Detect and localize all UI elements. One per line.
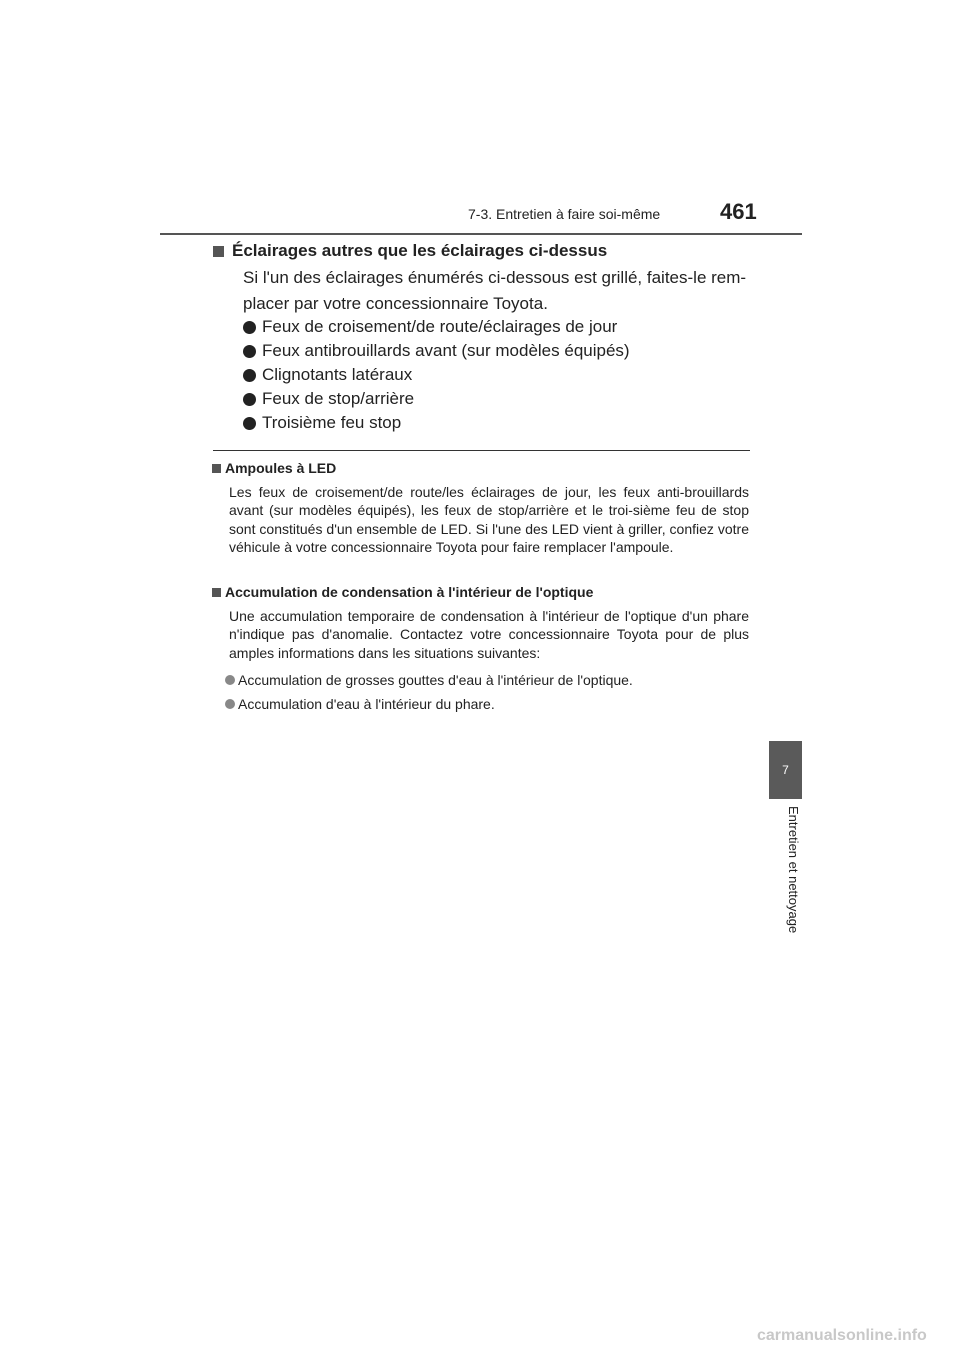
section-heading bbox=[213, 241, 607, 261]
note-body: Une accumulation temporaire de condensation à l'intérieur de l'optique d'un phare n'indique pas d'anomalie. Contactez votre concessionnaire Toyota pour de plus amples informations dans les situations suivantes: bbox=[229, 608, 749, 661]
chapter-label: Entretien et nettoyage bbox=[786, 806, 801, 934]
list-item-text: Accumulation d'eau à l'intérieur du phare. bbox=[238, 695, 495, 712]
note-body: Les feux de croisement/de route/les éclairages de jour, les feux anti-brouillards avant (sur modèles équipés), les feux de stop/arrière et le troi-sième feu de stop sont constitués d'un ensemble de LED. Si l'une des LED vient à griller, confiez votre véhicule à votre concessionnaire Toyota pour faire remplacer l'ampoule. bbox=[229, 484, 749, 555]
list-item-text: Feux de croisement/de route/éclairages de jour bbox=[262, 317, 618, 336]
list-item-text: Troisième feu stop bbox=[262, 413, 402, 432]
list-item bbox=[243, 315, 630, 339]
light-list bbox=[243, 315, 630, 435]
header-section-title: 7-3. Entretien à faire soi-même bbox=[468, 206, 661, 222]
round-bullet-icon bbox=[243, 417, 256, 430]
round-bullet-icon bbox=[225, 675, 235, 685]
list-item bbox=[225, 692, 749, 716]
header-rule bbox=[160, 233, 802, 235]
note-heading bbox=[212, 583, 749, 601]
list-item bbox=[243, 339, 630, 363]
round-bullet-icon bbox=[243, 321, 256, 334]
chapter-number: 7 bbox=[782, 763, 789, 777]
round-bullet-icon bbox=[243, 345, 256, 358]
notes-divider bbox=[213, 450, 750, 451]
note-heading bbox=[212, 459, 749, 477]
chapter-tab bbox=[769, 741, 802, 799]
note-condensation bbox=[212, 583, 749, 716]
watermark: carmanualsonline.info bbox=[757, 1327, 927, 1344]
list-item bbox=[243, 387, 630, 411]
page-number: 461 bbox=[720, 199, 757, 224]
list-item bbox=[243, 411, 630, 435]
list-item bbox=[225, 668, 749, 692]
round-bullet-icon bbox=[243, 369, 256, 382]
list-item bbox=[243, 363, 630, 387]
round-bullet-icon bbox=[225, 699, 235, 709]
list-item-text: Feux de stop/arrière bbox=[262, 389, 415, 408]
section-intro: Si l'un des éclairages énumérés ci-dessous est grillé, faites-le rem-placer par votre concessionnaire Toyota. bbox=[243, 268, 747, 313]
list-item-text: Accumulation de grosses gouttes d'eau à l'intérieur de l'optique. bbox=[238, 671, 633, 688]
note-list bbox=[225, 668, 749, 716]
note-heading-text: Ampoules à LED bbox=[225, 460, 337, 476]
square-bullet-icon bbox=[213, 246, 224, 257]
square-bullet-icon bbox=[212, 588, 221, 597]
section-heading-text: Éclairages autres que les éclairages ci-dessus bbox=[232, 241, 608, 260]
list-item-text: Clignotants latéraux bbox=[262, 365, 413, 384]
list-item-text: Feux antibrouillards avant (sur modèles équipés) bbox=[262, 341, 630, 360]
note-led bbox=[212, 459, 749, 556]
round-bullet-icon bbox=[243, 393, 256, 406]
note-heading-text: Accumulation de condensation à l'intérieur de l'optique bbox=[225, 584, 594, 600]
square-bullet-icon bbox=[212, 464, 221, 473]
